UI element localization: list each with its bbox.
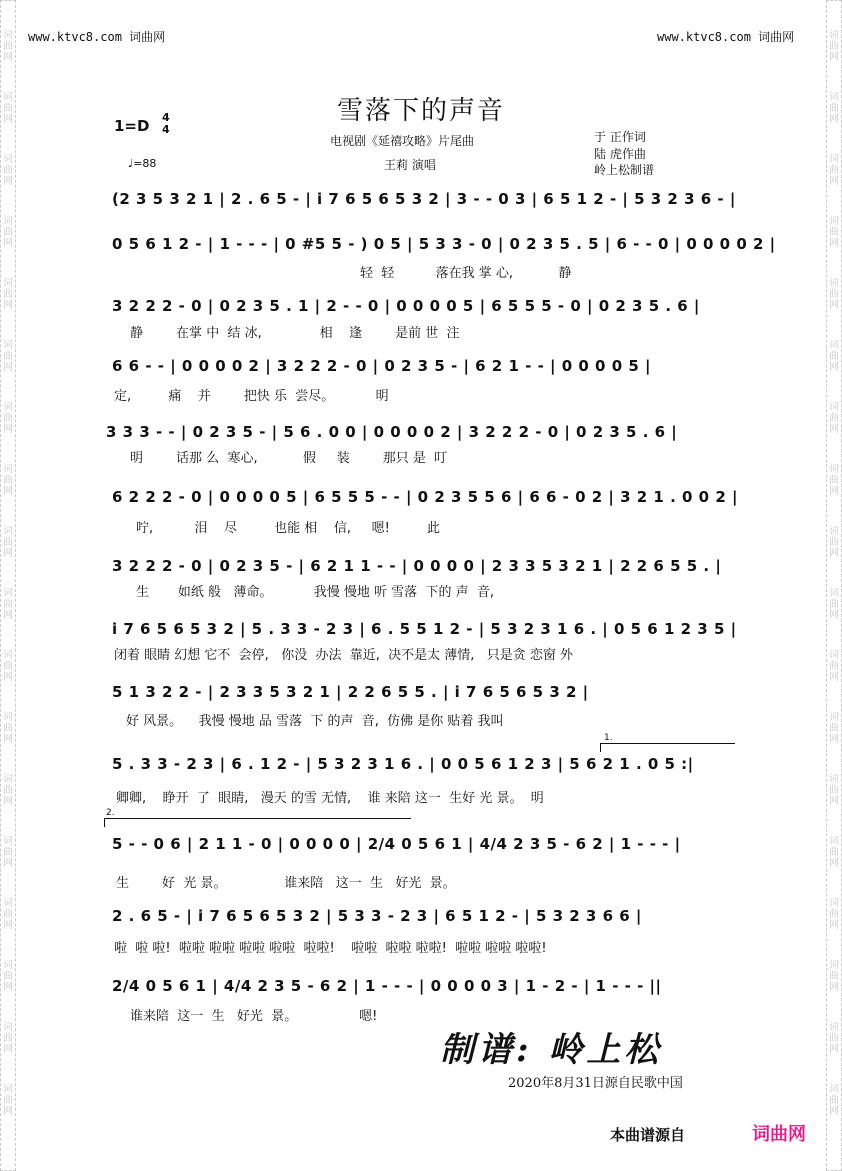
notes-line-7: 3 2 2 2 - 0 | 0 2 3 5 - | 6 2 1 1 - - | 0 0 0 0 | 2 3 3 5 3 2 1 | 2 2 6 5 5 . |	[112, 557, 722, 575]
side-watermark-text: 词 曲 网	[3, 960, 13, 993]
side-watermark-text: 词 曲 网	[829, 340, 839, 373]
lyrics-line-4: 定, 痛 并 把快 乐 尝尽。 明	[114, 389, 389, 404]
footer-source-label: 本曲谱源自	[610, 1126, 686, 1144]
side-watermark-text: 词 曲 网	[3, 216, 13, 249]
side-watermark-text: 词 曲 网	[829, 774, 839, 807]
side-watermark-text: 词 曲 网	[3, 898, 13, 931]
side-watermark-text: 词 曲 网	[829, 712, 839, 745]
notes-line-12: 2 . 6 5 - | i 7 6 5 6 5 3 2 | 5 3 3 - 2 3 | 6 5 1 2 - | 5 3 2 3 6 6 |	[112, 907, 642, 925]
lyricist: 于 正作词	[594, 130, 646, 144]
volta-second-bracket	[104, 818, 411, 827]
lyrics-line-10: 卿卿, 睁开 了 眼睛, 漫天 的雪 无情, 谁 来陪 这一 生好 光 景。 明	[116, 791, 544, 806]
lyrics-line-6: 咛, 泪 尽 也能 相 信, 嗯! 此	[136, 521, 441, 536]
notes-line-11: 5 - - 0 6 | 2 1 1 - 0 | 0 0 0 0 | 2/4 0 5 6 1 | 4/4 2 3 5 - 6 2 | 1 - - - |	[112, 835, 681, 853]
notes-line-9: 5 1 3 2 2 - | 2 3 3 5 3 2 1 | 2 2 6 5 5 . | i 7 6 5 6 5 3 2 |	[112, 683, 589, 701]
side-watermark-text: 词 曲 网	[3, 836, 13, 869]
song-source: 电视剧《延禧攻略》片尾曲	[330, 134, 475, 148]
side-watermark-text: 词 曲 网	[829, 1084, 839, 1117]
notes-line-1: (2 3 5 3 2 1 | 2 . 6 5 - | i 7 6 5 6 5 3 2 | 3 - - 0 3 | 6 5 1 2 - | 5 3 2 3 6 - |	[112, 190, 736, 208]
lyrics-line-11: 生 好 光 景。 谁来陪 这一 生 好光 景。	[116, 876, 456, 891]
song-title: 雪落下的声音	[336, 96, 505, 126]
side-watermark-text: 词 曲 网	[3, 526, 13, 559]
notes-line-2: 0 5 6 1 2 - | 1 - - - | 0 #5 5 - ) 0 5 | 5 3 3 - 0 | 0 2 3 5 . 5 | 6 - - 0 | 0 0 0 0 2 |	[112, 235, 776, 253]
side-watermark-text: 词 曲 网	[3, 340, 13, 373]
side-watermark-text: 词 曲 网	[3, 1084, 13, 1117]
side-watermark-text: 词 曲 网	[829, 836, 839, 869]
side-watermark-text: 词 曲 网	[3, 30, 13, 63]
notes-line-8: i 7 6 5 6 5 3 2 | 5 . 3 3 - 2 3 | 6 . 5 5 1 2 - | 5 3 2 3 1 6 . | 0 5 6 1 2 3 5 |	[112, 620, 737, 638]
notes-line-10: 5 . 3 3 - 2 3 | 6 . 1 2 - | 5 3 2 3 1 6 . | 0 0 5 6 1 2 3 | 5 6 2 1 . 0 5 :|	[112, 755, 694, 773]
side-watermark-text: 词 曲 网	[3, 464, 13, 497]
notes-line-5: 3 3 3 - - | 0 2 3 5 - | 5 6 . 0 0 | 0 0 0 0 2 | 3 2 2 2 - 0 | 0 2 3 5 . 6 |	[106, 423, 678, 441]
side-watermark-text: 词 曲 网	[829, 278, 839, 311]
side-watermark-text: 词 曲 网	[829, 526, 839, 559]
side-watermark-text: 词 曲 网	[3, 712, 13, 745]
side-watermark-text: 词 曲 网	[829, 216, 839, 249]
side-watermark-text: 词 曲 网	[3, 588, 13, 621]
side-watermark-text: 词 曲 网	[829, 464, 839, 497]
transcriber: 岭上松制谱	[594, 163, 655, 177]
lyrics-line-8: 闭着 眼睛 幻想 它不 会停, 你没 办法 靠近, 决不是太 薄情, 只是贪 恋窗 外	[114, 648, 574, 663]
side-watermark-text: 词 曲 网	[829, 402, 839, 435]
notes-line-6: 6 2 2 2 - 0 | 0 0 0 0 5 | 6 5 5 5 - - | 0 2 3 5 5 6 | 6 6 - 0 2 | 3 2 1 . 0 0 2 |	[112, 488, 738, 506]
footer-brand-logo[interactable]: 词曲网	[752, 1124, 806, 1145]
side-watermark-text: 词 曲 网	[3, 154, 13, 187]
lyrics-line-2: 轻 轻 落在我 掌 心, 静	[360, 266, 572, 281]
side-watermark-text: 词 曲 网	[829, 960, 839, 993]
transcriber-signature: 制谱: 岭上松	[440, 1030, 663, 1070]
side-watermark-text: 词 曲 网	[829, 650, 839, 683]
side-watermark-text: 词 曲 网	[3, 278, 13, 311]
side-watermark-text: 词 曲 网	[3, 774, 13, 807]
lyrics-line-3: 静 在掌 中 结 冰, 相 逢 是前 世 注	[130, 326, 460, 341]
volta-first-bracket	[600, 743, 735, 752]
side-watermark-text: 词 曲 网	[829, 30, 839, 63]
lyrics-line-7: 生 如纸 般 薄命。 我慢 慢地 听 雪落 下的 声 音,	[136, 585, 494, 600]
lyrics-line-9: 好 风景。 我慢 慢地 品 雪落 下 的声 音, 仿佛 是你 贴着 我叫	[126, 714, 504, 729]
notes-line-4: 6 6 - - | 0 0 0 0 2 | 3 2 2 2 - 0 | 0 2 3 5 - | 6 2 1 - - | 0 0 0 0 5 |	[112, 357, 651, 375]
site-link-left[interactable]: www.ktvc8.com 词曲网	[28, 30, 166, 44]
tempo-mark: ♩=88	[128, 157, 157, 170]
side-watermark-text: 词 曲 网	[3, 402, 13, 435]
singer: 王莉 演唱	[384, 158, 436, 172]
side-watermark-text: 词 曲 网	[829, 92, 839, 125]
volta-first-label: 1.	[604, 733, 613, 743]
side-watermark-text: 词 曲 网	[3, 92, 13, 125]
side-watermark-text: 词 曲 网	[829, 898, 839, 931]
composer: 陆 虎作曲	[594, 147, 646, 161]
side-watermark-text: 词 曲 网	[829, 588, 839, 621]
lyrics-line-12: 啦 啦 啦! 啦啦 啦啦 啦啦 啦啦 啦啦! 啦啦 啦啦 啦啦! 啦啦 啦啦 啦啦!	[114, 941, 547, 956]
lyrics-line-5: 明 话那 么 寒心, 假 装 那只 是 叮	[130, 451, 448, 466]
side-watermark-text: 词 曲 网	[3, 650, 13, 683]
side-watermark-text: 词 曲 网	[3, 1022, 13, 1055]
date-note: 2020年8月31日源自民歌中国	[508, 1076, 683, 1091]
time-sig-top: 4	[162, 111, 170, 124]
lyrics-line-13: 谁来陪 这一 生 好光 景。 嗯!	[130, 1009, 378, 1024]
side-watermark-text: 词 曲 网	[829, 1022, 839, 1055]
time-signature	[162, 112, 170, 136]
site-link-right[interactable]: www.ktvc8.com 词曲网	[657, 30, 795, 44]
key-signature: 1=D	[114, 117, 150, 135]
notes-line-13: 2/4 0 5 6 1 | 4/4 2 3 5 - 6 2 | 1 - - - | 0 0 0 0 3 | 1 - 2 - | 1 - - - ||	[112, 977, 662, 995]
side-watermark-text: 词 曲 网	[829, 154, 839, 187]
time-sig-bottom: 4	[162, 123, 170, 136]
notes-line-3: 3 2 2 2 - 0 | 0 2 3 5 . 1 | 2 - - 0 | 0 0 0 0 5 | 6 5 5 5 - 0 | 0 2 3 5 . 6 |	[112, 297, 700, 315]
volta-second-label: 2.	[106, 808, 115, 818]
